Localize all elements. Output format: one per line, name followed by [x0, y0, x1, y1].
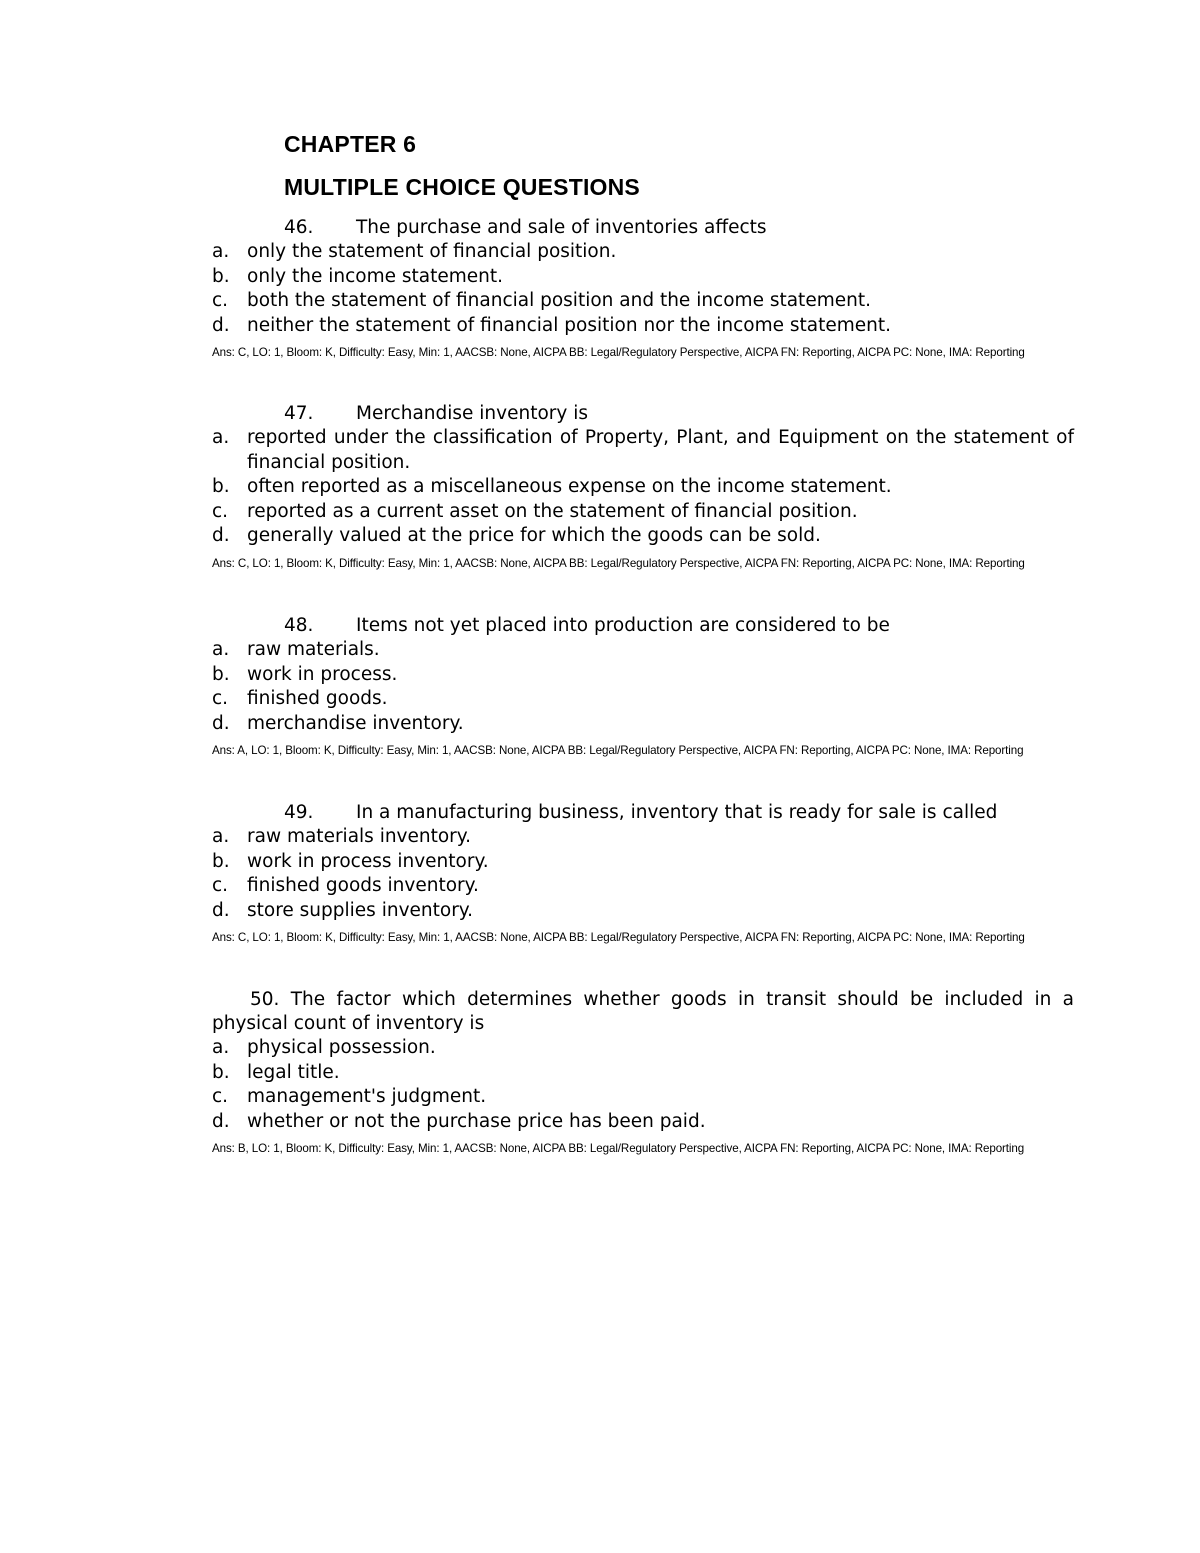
option-d — [212, 314, 1074, 339]
option-c — [212, 874, 1074, 899]
answer-key: Ans: C, LO: 1, Bloom: K, Difficulty: Easy, Min: 1, AACSB: None, AICPA BB: Legal/Regulatory Perspective, AICPA FN: Reporting, AICPA PC: None, IMA: Reporting — [212, 931, 1025, 945]
option-d — [212, 899, 1074, 924]
option-text: only the income statement. — [247, 265, 504, 287]
option-b — [212, 475, 1074, 500]
option-text: whether or not the purchase price has been paid. — [247, 1110, 706, 1132]
question-stem — [212, 215, 1074, 240]
question-47 — [212, 401, 1074, 572]
option-list — [212, 426, 1074, 549]
option-letter: a. — [212, 1037, 230, 1058]
question-number: 50. — [250, 989, 280, 1010]
option-letter: a. — [212, 427, 230, 448]
option-c — [212, 500, 1074, 525]
option-letter: d. — [212, 314, 230, 336]
option-a — [212, 825, 1074, 850]
option-d — [212, 712, 1074, 737]
option-list — [212, 240, 1074, 338]
question-49 — [212, 800, 1074, 946]
option-a — [212, 638, 1074, 663]
option-letter: c. — [212, 500, 229, 522]
option-letter: d. — [212, 712, 230, 734]
option-letter: b. — [212, 476, 230, 498]
option-letter: d. — [212, 525, 230, 547]
option-text: finished goods. — [247, 688, 388, 710]
option-letter: b. — [212, 850, 230, 872]
option-list — [212, 825, 1074, 923]
option-b — [212, 663, 1074, 688]
option-letter: b. — [212, 1061, 230, 1083]
option-text: reported under the classification of Property, Plant, and Equipment on the statement of financial position. — [247, 427, 1074, 473]
option-text: work in process inventory. — [247, 850, 489, 872]
question-text: The purchase and sale of inventories affects — [356, 217, 767, 238]
option-c — [212, 1085, 1074, 1110]
option-a — [212, 426, 1074, 475]
option-text: work in process. — [247, 663, 398, 685]
option-text: only the statement of financial position. — [247, 241, 617, 262]
option-text: merchandise inventory. — [247, 712, 464, 734]
option-letter: b. — [212, 265, 230, 287]
answer-key: Ans: C, LO: 1, Bloom: K, Difficulty: Easy, Min: 1, AACSB: None, AICPA BB: Legal/Regulatory Perspective, AICPA FN: Reporting, AICPA PC: None, IMA: Reporting — [212, 346, 1025, 360]
option-letter: c. — [212, 875, 229, 897]
option-c — [212, 687, 1074, 712]
question-48 — [212, 613, 1074, 759]
option-d — [212, 1110, 1074, 1135]
question-number: 49. — [284, 802, 314, 823]
option-c — [212, 289, 1074, 314]
question-text: The factor which determines whether goods in transit should be included in a physical count of inventory is — [212, 989, 1074, 1034]
question-text: In a manufacturing business, inventory that is ready for sale is called — [356, 802, 998, 823]
option-b — [212, 265, 1074, 290]
option-b — [212, 1061, 1074, 1086]
option-d — [212, 524, 1074, 549]
question-stem — [212, 800, 1074, 825]
question-number: 47. — [284, 403, 314, 424]
option-letter: d. — [212, 899, 230, 921]
chapter-heading: CHAPTER 6 — [284, 131, 417, 157]
option-text: raw materials inventory. — [247, 826, 471, 847]
answer-key: Ans: C, LO: 1, Bloom: K, Difficulty: Easy, Min: 1, AACSB: None, AICPA BB: Legal/Regulatory Perspective, AICPA FN: Reporting, AICPA PC: None, IMA: Reporting — [212, 556, 1025, 570]
option-text: reported as a current asset on the statement of financial position. — [247, 500, 858, 522]
question-text: Merchandise inventory is — [356, 403, 588, 424]
option-letter: d. — [212, 1110, 230, 1132]
option-text: physical possession. — [247, 1037, 436, 1058]
question-stem — [212, 988, 1074, 1036]
option-text: legal title. — [247, 1061, 340, 1083]
option-letter: c. — [212, 290, 229, 312]
option-a — [212, 240, 1074, 265]
question-number: 48. — [284, 615, 314, 636]
option-text: finished goods inventory. — [247, 875, 479, 897]
option-letter: a. — [212, 639, 230, 660]
option-text: raw materials. — [247, 639, 380, 660]
question-50 — [212, 988, 1074, 1157]
answer-key: Ans: B, LO: 1, Bloom: K, Difficulty: Easy, Min: 1, AACSB: None, AICPA BB: Legal/Regulatory Perspective, AICPA FN: Reporting, AICPA PC: None, IMA: Reporting — [212, 1142, 1025, 1156]
option-text: store supplies inventory. — [247, 899, 473, 921]
option-letter: a. — [212, 241, 230, 262]
option-letter: c. — [212, 1086, 229, 1108]
answer-key: Ans: A, LO: 1, Bloom: K, Difficulty: Easy, Min: 1, AACSB: None, AICPA BB: Legal/Regulatory Perspective, AICPA FN: Reporting, AICPA PC: None, IMA: Reporting — [212, 744, 1024, 758]
question-text: Items not yet placed into production are considered to be — [356, 615, 890, 636]
option-text: management's judgment. — [247, 1086, 487, 1108]
option-list — [212, 638, 1074, 736]
option-letter: a. — [212, 826, 230, 847]
option-text: often reported as a miscellaneous expense on the income statement. — [247, 476, 892, 498]
question-stem — [212, 613, 1074, 638]
question-stem — [212, 401, 1074, 426]
option-a — [212, 1036, 1074, 1061]
option-letter: c. — [212, 688, 229, 710]
section-title: MULTIPLE CHOICE QUESTIONS — [284, 174, 640, 200]
option-b — [212, 850, 1074, 875]
option-letter: b. — [212, 663, 230, 685]
question-46 — [212, 215, 1074, 361]
option-text: neither the statement of financial position nor the income statement. — [247, 314, 891, 336]
option-text: both the statement of financial position and the income statement. — [247, 290, 871, 312]
option-text: generally valued at the price for which the goods can be sold. — [247, 525, 821, 547]
question-number: 46. — [284, 217, 314, 238]
option-list — [212, 1036, 1074, 1134]
